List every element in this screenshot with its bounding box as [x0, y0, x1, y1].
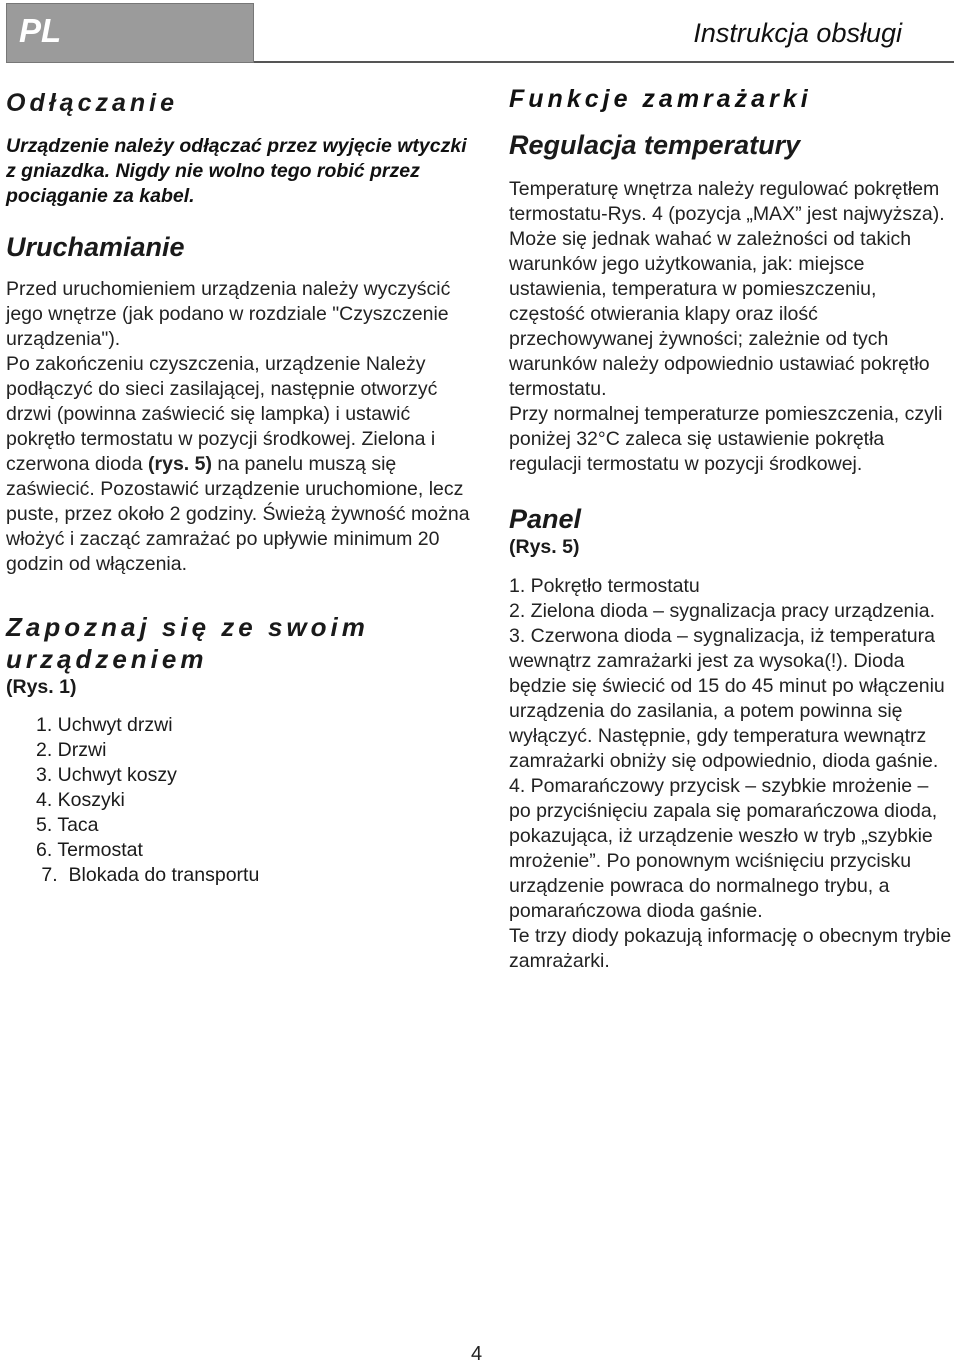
disconnect-heading: Odłączanie — [6, 89, 178, 117]
list-item: 1. Uchwyt drzwi — [36, 714, 173, 736]
list-item: 5. Taca — [36, 814, 99, 836]
list-item: 7. Blokada do transportu — [36, 864, 260, 886]
startup-text-b: na panelu muszą się zaświecić. Pozostawić urządzenie uruchomione, lecz puste, przez około 2 godziny. Świeżą żywność można włożyć i zacząć zamrażać po upływie minimum 20 godzin od włączenia. — [6, 453, 470, 575]
temperature-paragraph-2: Przy normalnej temperaturze pomieszczenia, czyli poniżej 32°C zaleca się ustawienie pokrętła regulacji termostatu w pozycji środkowej. — [509, 403, 943, 475]
page-number: 4 — [471, 1343, 483, 1365]
startup-paragraph-1: Przed uruchomieniem urządzenia należy wyczyścić jego wnętrze (jak podano w rozdziale "Czyszczenie urządzenia"). — [6, 278, 451, 350]
language-code: PL — [19, 12, 62, 49]
list-item: 3. Uchwyt koszy — [36, 764, 177, 786]
list-item: 6. Termostat — [36, 839, 143, 861]
panel-description: 1. Pokrętło termostatu 2. Zielona dioda – sygnalizacja pracy urządzenia. 3. Czerwona dioda – sygnalizacja, iż temperatura wewnątrz zamrażarki jest za wysoka(!). Dioda będzie się świecić od 15 do 45 minut po włączeniu urządzenia do zasilania, a potem powinna się wyłączyć. Następnie, gdy temperatura wewnątrz zamrażarki obniży się odpowiednio, dioda gaśnie. 4. Pomarańczowy przycisk – szybkie mrożenie – po przyciśnięciu zapala się pomarańczowa dioda, pokazująca, iż urządzenie weszło w tryb „szybkie mrożenie”. Po ponownym wciśnięciu przycisku urządzenie powraca do normalnego trybu, a pomarańczowa dioda gaśnie. Te trzy diody pokazują informację o obecnym trybie zamrażarki. — [509, 575, 952, 972]
figure-ref-5: (rys. 5) — [148, 453, 212, 475]
getting-to-know-heading: Zapoznaj się ze swoim urządzeniem — [6, 612, 369, 674]
right-column — [509, 82, 954, 974]
list-item: 4. Koszyki — [36, 789, 125, 811]
startup-paragraph-2 — [6, 352, 476, 577]
startup-text-a: Po zakończeniu czyszczenia, urządzenie Należy podłączyć do sieci zasilającej, następnie otworzyć drzwi (powinna zaświecić się lampka) i ustawić pokrętło termostatu w pozycji środkowej. Zielona i czerwona dioda — [6, 353, 438, 475]
startup-heading: Uruchamianie — [6, 232, 185, 262]
functions-heading: Funkcje zamrażarki — [509, 85, 812, 113]
left-column — [6, 82, 476, 888]
temperature-paragraph-1: Temperaturę wnętrza należy regulować pokrętłem termostatu-Rys. 4 (pozycja „MAX” jest najwyższa). Może się jednak wahać w zależności od takich warunków jego użytkowania, jak: miejsce ustawienia, temperatura w pomieszczeniu, częstość otwierania klapy oraz ilość przechowywanej żywności; zależnie od tych warunków należy odpowiednio ustawiać pokrętło termostatu. — [509, 178, 945, 400]
panel-heading: Panel — [509, 504, 582, 534]
disconnect-text: Urządzenie należy odłączać przez wyjęcie wtyczki z gniazdka. Nigdy nie wolno tego robić przez pociąganie za kabel. — [6, 135, 467, 207]
page-header — [6, 3, 954, 63]
temperature-heading: Regulacja temperatury — [509, 130, 801, 160]
figure-ref-1: (Rys. 1) — [6, 676, 77, 698]
language-tab — [6, 3, 254, 63]
parts-list — [6, 713, 476, 888]
document-title: Instrukcja obsługi — [693, 18, 902, 48]
list-item: 2. Drzwi — [36, 739, 107, 761]
figure-ref-panel: (Rys. 5) — [509, 536, 580, 558]
